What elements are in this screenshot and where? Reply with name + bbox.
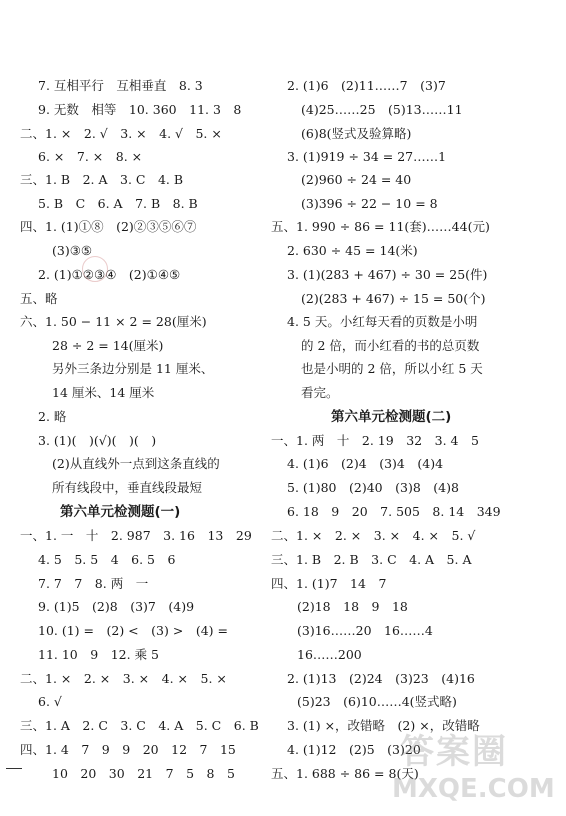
- answer-line: 2. 630 ÷ 45 = 14(米): [287, 243, 418, 258]
- answer-line: 4. (1)12 (2)5 (3)20: [287, 742, 421, 757]
- answer-line: 的 2 倍，而小红看的书的总页数: [301, 338, 480, 353]
- answer-line: 三、1. B 2. B 3. C 4. A 5. A: [271, 552, 472, 567]
- answer-line: 三、1. A 2. C 3. C 4. A 5. C 6. B: [20, 718, 259, 733]
- answer-line: (3)16……20 16……4: [297, 623, 433, 638]
- answer-line: (2)从直线外一点到这条直线的: [52, 456, 220, 471]
- answer-line: 3. (1) ×，改错略 (2) ×，改错略: [287, 718, 480, 733]
- answer-line: 6. √: [38, 694, 62, 709]
- answer-line: 3. (1)(283 + 467) ÷ 30 = 25(件): [287, 267, 488, 282]
- answer-line: 四、1. (1)①⑧ (2)②③⑤⑥⑦: [20, 219, 197, 234]
- answer-line: (6)8(竖式及验算略): [301, 126, 412, 141]
- answer-line: 另外三条边分别是 11 厘米、: [52, 361, 214, 376]
- answer-line: (4)25……25 (5)13……11: [301, 102, 463, 117]
- answer-line: 四、1. 4 7 9 9 20 12 7 15: [20, 742, 236, 757]
- answer-line: 11. 10 9 12. 乘 5: [38, 647, 159, 662]
- watermark-url: MXQE.COM: [392, 774, 555, 804]
- answer-line: (3)396 ÷ 22 − 10 = 8: [301, 196, 438, 211]
- answer-line: 9. (1)5 (2)8 (3)7 (4)9: [38, 599, 195, 614]
- answer-line: (2)18 18 9 18: [297, 599, 408, 614]
- answer-line: 五、1. 688 ÷ 86 = 8(天): [271, 766, 419, 781]
- answer-line: 3. (1)919 ÷ 34 = 27……1: [287, 149, 447, 164]
- answer-line: 一、1. 两 十 2. 19 32 3. 4 5: [271, 433, 479, 448]
- section-title: 第六单元检测题(一): [60, 504, 181, 520]
- answer-line: 6. 18 9 20 7. 505 8. 14 349: [287, 504, 501, 519]
- answer-line: 16……200: [297, 647, 362, 662]
- answer-line: 10. (1) = (2) < (3) > (4) =: [38, 623, 228, 638]
- answer-line: 4. 5 5. 5 4 6. 5 6: [38, 552, 176, 567]
- answer-line: 五、略: [20, 291, 58, 306]
- corner-mark: [6, 768, 22, 769]
- answer-line: 4. (1)6 (2)4 (3)4 (4)4: [287, 456, 444, 471]
- answer-line: 二、1. × 2. √ 3. × 4. √ 5. ×: [20, 126, 222, 141]
- answer-line: (2)(283 + 467) ÷ 15 = 50(个): [301, 291, 486, 306]
- stamp-mark: [82, 256, 108, 282]
- answer-line: (3)③⑤: [52, 243, 93, 258]
- section-title: 第六单元检测题(二): [331, 409, 452, 425]
- answer-line: 二、1. × 2. × 3. × 4. × 5. √: [271, 528, 476, 543]
- watermark-text: 答案圈: [400, 732, 508, 772]
- answer-line: 7. 7 7 8. 两 一: [38, 576, 149, 591]
- answer-line: 10 20 30 21 7 5 8 5: [52, 766, 235, 781]
- answer-line: 二、1. × 2. × 3. × 4. × 5. ×: [20, 671, 227, 686]
- answer-line: 也是小明的 2 倍，所以小红 5 天: [301, 361, 483, 376]
- answer-line: (5)23 (6)10……4(竖式略): [297, 694, 457, 709]
- answer-line: 2. (1)13 (2)24 (3)23 (4)16: [287, 671, 475, 686]
- answer-line: 2. (1)6 (2)11……7 (3)7: [287, 78, 446, 93]
- answer-line: 一、1. 一 十 2. 987 3. 16 13 29: [20, 528, 252, 543]
- answer-line: 5. B C 6. A 7. B 8. B: [38, 196, 198, 211]
- answer-line: 28 ÷ 2 = 14(厘米): [52, 338, 164, 353]
- answer-line: 六、1. 50 − 11 × 2 = 28(厘米): [20, 314, 207, 329]
- answer-line: (2)960 ÷ 24 = 40: [301, 172, 412, 187]
- answer-line: 四、1. (1)7 14 7: [271, 576, 387, 591]
- answer-line: 所有线段中，垂直线段最短: [52, 480, 203, 495]
- answer-line: 7. 互相平行 互相垂直 8. 3: [38, 78, 203, 93]
- answer-line: 9. 无数 相等 10. 360 11. 3 8: [38, 102, 242, 117]
- answer-line: 6. × 7. × 8. ×: [38, 149, 143, 164]
- answer-line: 5. (1)80 (2)40 (3)8 (4)8: [287, 480, 459, 495]
- answer-line: 3. (1)( )(√)( )( ): [38, 433, 157, 448]
- answer-line: 2. (1)①②③④ (2)①④⑤: [38, 267, 181, 282]
- answer-line: 4. 5 天。小红每天看的页数是小明: [287, 314, 478, 329]
- answer-line: 五、1. 990 ÷ 86 = 11(套)……44(元): [271, 219, 490, 234]
- answer-line: 看完。: [301, 385, 339, 400]
- answer-line: 2. 略: [38, 409, 67, 424]
- watermark-logo: [392, 718, 562, 814]
- answer-line: 14 厘米、14 厘米: [52, 385, 155, 400]
- answer-line: 三、1. B 2. A 3. C 4. B: [20, 172, 184, 187]
